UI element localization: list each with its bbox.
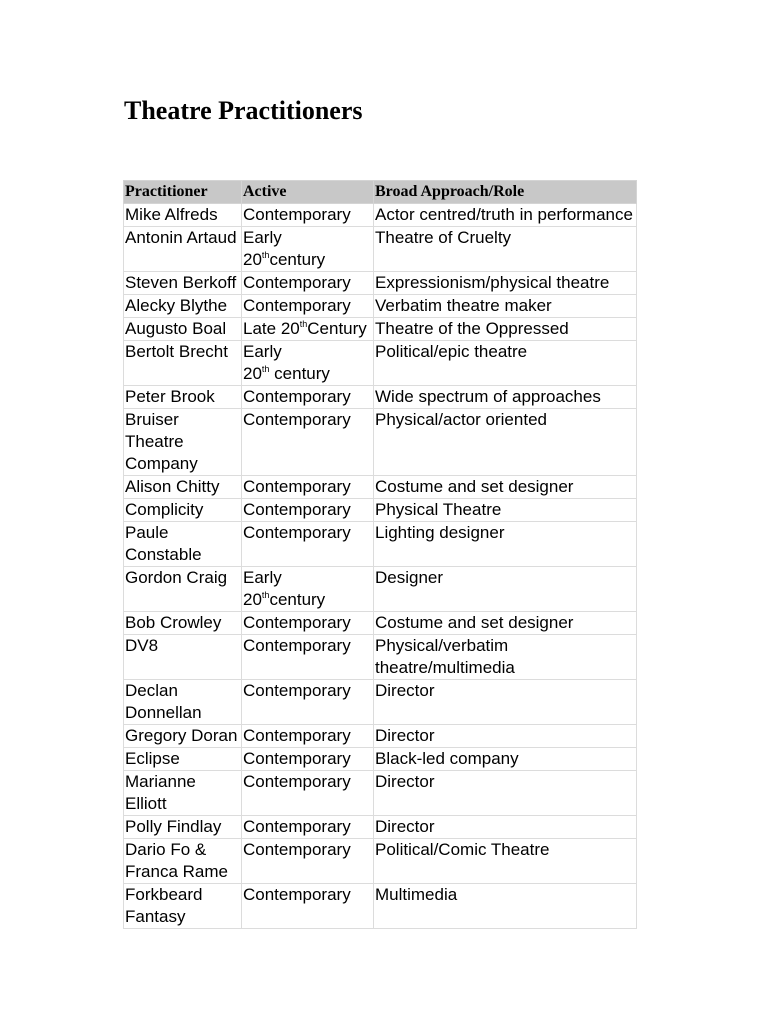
active-number: 20 (243, 364, 262, 383)
cell-practitioner: Gregory Doran (124, 725, 242, 748)
cell-approach: Actor centred/truth in performance (374, 204, 637, 227)
cell-practitioner: Marianne Elliott (124, 771, 242, 816)
cell-active: Contemporary (242, 386, 374, 409)
cell-practitioner: Alison Chitty (124, 476, 242, 499)
cell-approach: Theatre of Cruelty (374, 227, 637, 272)
cell-approach: Director (374, 771, 637, 816)
cell-practitioner: Dario Fo & Franca Rame (124, 839, 242, 884)
cell-active: Contemporary (242, 522, 374, 567)
header-active: Active (242, 181, 374, 204)
cell-approach: Director (374, 725, 637, 748)
active-number: 20 (280, 319, 300, 338)
cell-active: Contemporary (242, 295, 374, 318)
cell-approach: Political/epic theatre (374, 341, 637, 386)
cell-approach: Black-led company (374, 748, 637, 771)
cell-active (242, 318, 374, 341)
cell-practitioner: Eclipse (124, 748, 242, 771)
active-suffix: century (269, 590, 326, 609)
cell-practitioner: Gordon Craig (124, 567, 242, 612)
cell-practitioner: Antonin Artaud (124, 227, 242, 272)
cell-active: Contemporary (242, 612, 374, 635)
cell-approach: Multimedia (374, 884, 637, 929)
table-row (124, 295, 637, 318)
table-row (124, 816, 637, 839)
table-row (124, 748, 637, 771)
active-suffix: century (269, 364, 330, 383)
cell-active (242, 227, 374, 272)
active-ordinal: th (261, 250, 270, 260)
header-approach: Broad Approach/Role (374, 181, 637, 204)
table-row (124, 409, 637, 476)
table-row (124, 227, 637, 272)
cell-active: Contemporary (242, 272, 374, 295)
cell-practitioner: Bertolt Brecht (124, 341, 242, 386)
cell-approach: Physical/actor oriented (374, 409, 637, 476)
cell-active: Contemporary (242, 884, 374, 929)
table-row (124, 341, 637, 386)
active-prefix: Late (243, 319, 277, 338)
cell-practitioner: Augusto Boal (124, 318, 242, 341)
cell-active: Contemporary (242, 748, 374, 771)
cell-practitioner: Peter Brook (124, 386, 242, 409)
cell-practitioner: Polly Findlay (124, 816, 242, 839)
active-ordinal: th (299, 319, 308, 329)
table-row (124, 839, 637, 884)
cell-approach: Physical/verbatim theatre/multimedia (374, 635, 637, 680)
cell-active: Contemporary (242, 725, 374, 748)
cell-practitioner: Alecky Blythe (124, 295, 242, 318)
cell-practitioner: Complicity (124, 499, 242, 522)
table-row (124, 725, 637, 748)
table-row (124, 884, 637, 929)
cell-approach: Verbatim theatre maker (374, 295, 637, 318)
active-prefix: Early (243, 342, 282, 361)
active-number: 20 (243, 250, 262, 269)
cell-active (242, 341, 374, 386)
cell-active: Contemporary (242, 771, 374, 816)
cell-approach: Physical Theatre (374, 499, 637, 522)
active-suffix: century (269, 250, 326, 269)
table-row (124, 272, 637, 295)
active-prefix: Early (243, 568, 282, 587)
table-row (124, 680, 637, 725)
cell-active: Contemporary (242, 680, 374, 725)
cell-approach: Costume and set designer (374, 612, 637, 635)
cell-practitioner: Declan Donnellan (124, 680, 242, 725)
cell-active: Contemporary (242, 816, 374, 839)
active-ordinal: th (261, 590, 270, 600)
cell-approach: Wide spectrum of approaches (374, 386, 637, 409)
cell-approach: Lighting designer (374, 522, 637, 567)
cell-approach: Costume and set designer (374, 476, 637, 499)
header-practitioner: Practitioner (124, 181, 242, 204)
table-row (124, 204, 637, 227)
cell-active: Contemporary (242, 499, 374, 522)
table-row (124, 499, 637, 522)
cell-active (242, 567, 374, 612)
practitioners-table (123, 180, 637, 929)
cell-practitioner: Steven Berkoff (124, 272, 242, 295)
cell-active: Contemporary (242, 409, 374, 476)
active-suffix: Century (307, 319, 367, 338)
active-number: 20 (243, 590, 262, 609)
cell-active: Contemporary (242, 476, 374, 499)
cell-approach: Political/Comic Theatre (374, 839, 637, 884)
page-title: Theatre Practitioners (124, 96, 363, 125)
cell-approach: Designer (374, 567, 637, 612)
cell-practitioner: DV8 (124, 635, 242, 680)
cell-practitioner: Bruiser Theatre Company (124, 409, 242, 476)
cell-approach: Director (374, 816, 637, 839)
active-ordinal: th (261, 364, 270, 374)
cell-practitioner: Forkbeard Fantasy (124, 884, 242, 929)
cell-approach: Theatre of the Oppressed (374, 318, 637, 341)
table-row (124, 386, 637, 409)
cell-active: Contemporary (242, 839, 374, 884)
table-row (124, 522, 637, 567)
cell-active: Contemporary (242, 204, 374, 227)
table-header-row (124, 181, 637, 204)
cell-approach: Director (374, 680, 637, 725)
table-row (124, 635, 637, 680)
cell-practitioner: Mike Alfreds (124, 204, 242, 227)
cell-practitioner: Bob Crowley (124, 612, 242, 635)
table-row (124, 612, 637, 635)
cell-active: Contemporary (242, 635, 374, 680)
cell-approach: Expressionism/physical theatre (374, 272, 637, 295)
table-row (124, 567, 637, 612)
active-prefix: Early (243, 228, 282, 247)
table-row (124, 771, 637, 816)
table-row (124, 318, 637, 341)
table-row (124, 476, 637, 499)
cell-practitioner: Paule Constable (124, 522, 242, 567)
